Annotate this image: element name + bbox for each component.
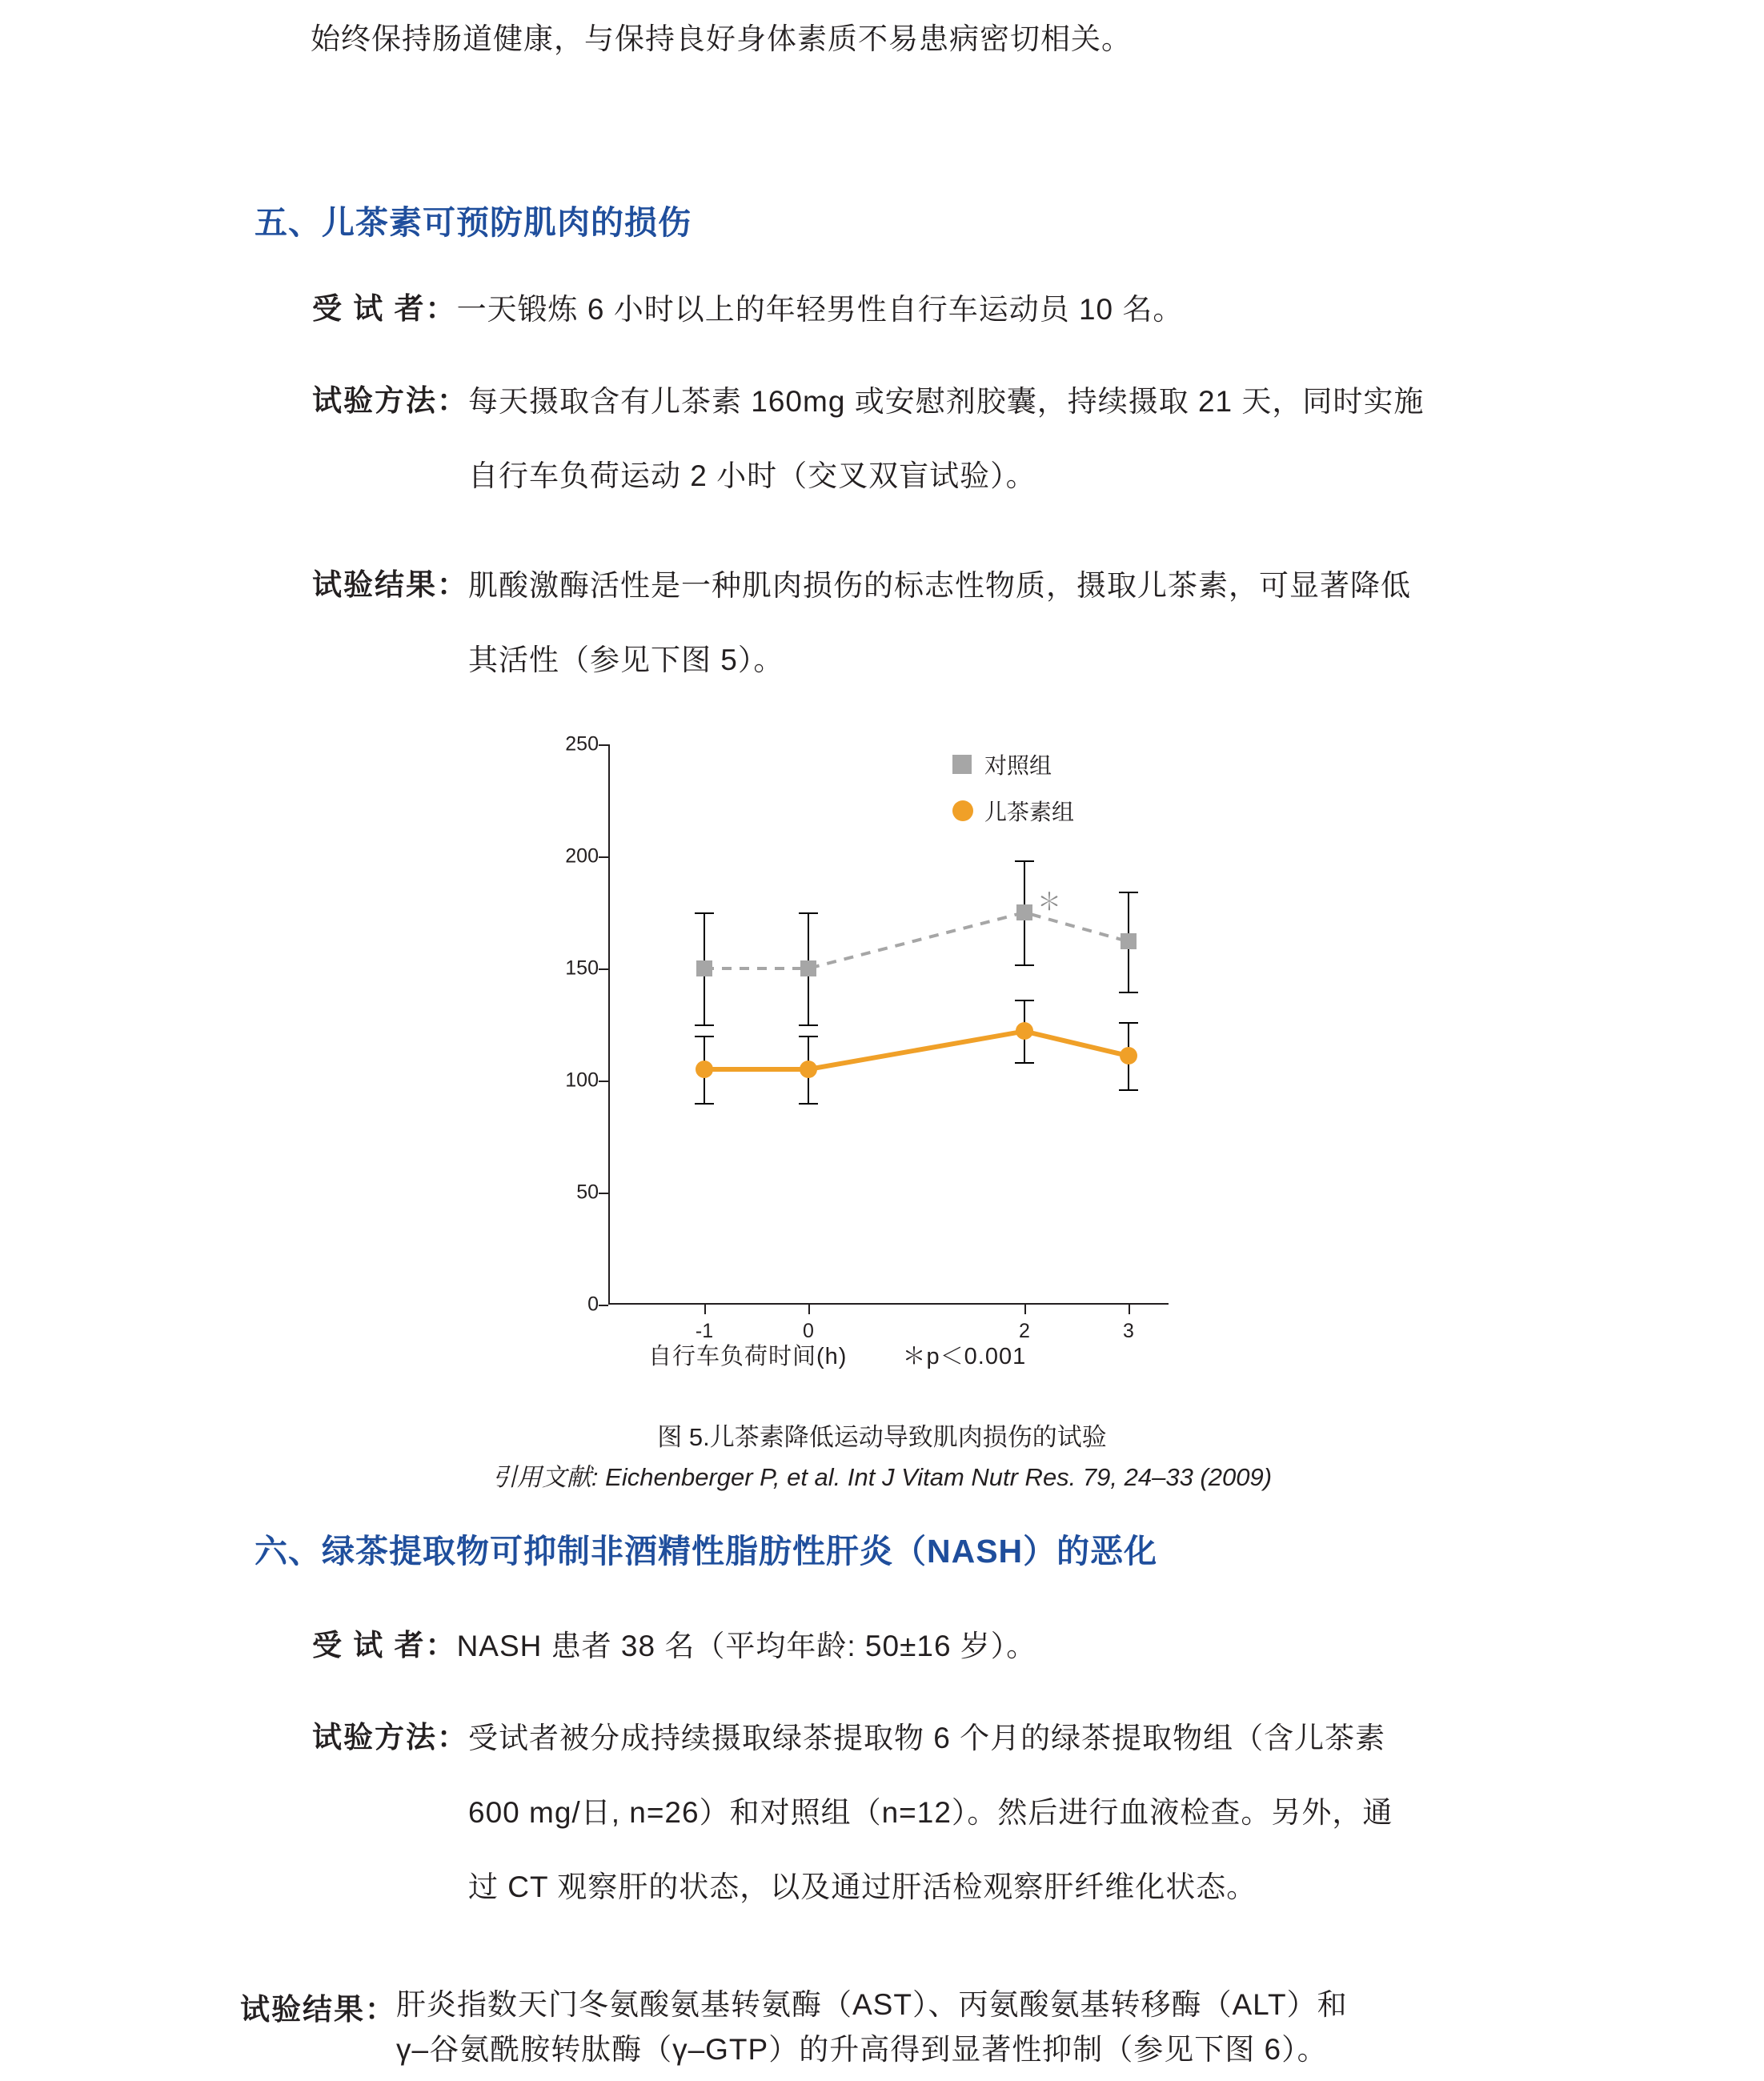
figure-reference: 引用文献: Eichenberger P, et al. Int J Vitam Nutr Res. 79, 24–33 (2009) (491, 1463, 1273, 1491)
catechin-group-line (704, 1031, 1129, 1069)
datapoint-control-4 (1121, 933, 1137, 949)
y-tick-50: 50 (576, 1181, 599, 1204)
figure-caption: 图 5.儿茶素降低运动导致肌肉损伤的试验 (657, 1423, 1107, 1451)
legend-label-catechin: 儿茶素组 (984, 800, 1075, 824)
result-value (468, 560, 1411, 709)
datapoint-control-1 (696, 960, 712, 976)
datapoint-catechin-1 (696, 1061, 713, 1078)
y-tickmark-250 (599, 744, 608, 746)
section5-method-row (312, 376, 1625, 525)
x-tickmark-4 (1129, 1305, 1130, 1314)
legend-label-control: 对照组 (984, 753, 1052, 778)
section-heading-6: 六、绿茶提取物可抑制非酒精性脂肪性肝炎（NASH）的恶化 (255, 1533, 1158, 1570)
errorcap-control-2-top (799, 912, 818, 914)
errorcap-catechin-3-top (1015, 1000, 1034, 1001)
subject-value: 一天锻炼 6 小时以上的年轻男性自行车运动员 10 名。 (456, 293, 1184, 326)
chart-legend (952, 748, 1074, 841)
result6-line-2: γ–谷氨酰胺转肽酶（γ–GTP）的升高得到显著性抑制（参见下图 6）。 (396, 2032, 1328, 2066)
result-line-1: 肌酸激酶活性是一种肌肉损伤的标志性物质，摄取儿茶素，可显著降低 (468, 569, 1411, 602)
subject-label-6: 受 试 者： (312, 1629, 457, 1662)
section6-subject-row (312, 1621, 1036, 1673)
errorcap-catechin-3-bottom (1015, 1062, 1034, 1064)
subject-value-6: NASH 患者 38 名（平均年龄: 50±16 岁）。 (456, 1630, 1037, 1662)
x-axis-label: 自行车负荷时间(h) (648, 1344, 848, 1369)
errorcap-catechin-1-top (695, 1036, 714, 1037)
legend-item-control (952, 748, 1074, 780)
x-tick-label-3: 2 (1019, 1320, 1030, 1342)
errorcap-control-2-bottom (799, 1024, 818, 1026)
y-tick-250: 250 (565, 732, 599, 756)
errorcap-catechin-2-bottom (799, 1103, 818, 1105)
x-tick-label-1: -1 (695, 1320, 714, 1342)
section5-subject-row (312, 284, 1183, 336)
method6-line-3: 过 CT 观察肝的状态，以及通过肝活检观察肝纤维化状态。 (468, 1870, 1257, 1903)
errorcap-control-1-bottom (695, 1024, 714, 1026)
legend-item-catechin (952, 795, 1074, 827)
errorcap-catechin-2-top (799, 1036, 818, 1037)
y-tickmark-200 (599, 856, 608, 858)
x-tick-label-2: 0 (803, 1320, 814, 1342)
section-heading-5: 五、儿茶素可预防肌肉的损伤 (255, 204, 692, 241)
y-tickmark-150 (599, 968, 608, 970)
method6-line-1: 受试者被分成持续摄取绿茶提取物 6 个月的绿茶提取物组（含儿茶素 (468, 1722, 1386, 1754)
legend-swatch-square-icon (952, 755, 972, 774)
y-tick-0: 0 (587, 1293, 599, 1316)
datapoint-catechin-4 (1120, 1047, 1137, 1065)
datapoint-control-3 (1016, 904, 1032, 920)
chart-plot-area (565, 732, 1169, 1342)
method-label-6: 试验方法： (312, 1721, 468, 1754)
section6-method-row (312, 1713, 1673, 1935)
result-label: 试验结果： (312, 568, 468, 601)
errorcap-control-4-top (1119, 892, 1138, 893)
x-tickmark-2 (808, 1305, 810, 1314)
figure-5 (560, 732, 1217, 1369)
x-axis-caption (648, 1338, 1026, 1371)
y-tick-150: 150 (565, 956, 599, 980)
datapoint-control-2 (800, 960, 816, 976)
series-lines (608, 744, 1169, 1305)
errorcap-control-3-bottom (1015, 964, 1034, 966)
y-tick-200: 200 (565, 844, 599, 868)
datapoint-catechin-3 (1016, 1022, 1033, 1040)
significance-star: ＊ (1037, 889, 1061, 916)
method-label: 试验方法： (312, 384, 468, 417)
y-tickmark-50 (599, 1193, 608, 1194)
result6-line-1: 肝炎指数天门冬氨酸氨基转氨酶（AST）、丙氨酸氨基转移酶（ALT）和 (396, 1988, 1348, 2021)
method-value (468, 376, 1424, 525)
errorcap-control-1-top (695, 912, 714, 914)
errorcap-catechin-1-bottom (695, 1103, 714, 1105)
subject-label: 受 试 者： (312, 292, 457, 325)
y-tick-100: 100 (565, 1069, 599, 1092)
method-line-1: 每天摄取含有儿茶素 160mg 或安慰剂胶囊，持续摄取 21 天，同时实施 (468, 385, 1425, 418)
errorcap-control-3-top (1015, 860, 1034, 862)
result-label-6: 试验结果： (240, 1993, 396, 2026)
method-line-2: 自行车负荷运动 2 小时（交叉双盲试验）。 (468, 459, 1036, 492)
x-tick-label-4: 3 (1123, 1320, 1134, 1342)
result-line-2: 其活性（参见下图 5）。 (468, 643, 784, 676)
method-value-6 (468, 1713, 1393, 1935)
legend-swatch-circle-icon (952, 800, 973, 821)
p-value-note: ＊p＜0.001 (902, 1344, 1027, 1369)
x-tickmark-3 (1024, 1305, 1026, 1314)
result-value-6 (396, 1985, 1348, 2070)
method6-line-2: 600 mg/日, n=26）和对照组（n=12）。然后进行血液检查。另外，通 (468, 1795, 1393, 1829)
errorcap-catechin-4-top (1119, 1022, 1138, 1024)
section5-result-row (312, 560, 1657, 709)
datapoint-catechin-2 (800, 1061, 817, 1078)
y-tickmark-0 (599, 1305, 608, 1306)
errorcap-catechin-4-bottom (1119, 1089, 1138, 1091)
control-group-line (704, 912, 1129, 968)
y-tickmark-100 (599, 1081, 608, 1082)
errorcap-control-4-bottom (1119, 992, 1138, 993)
x-tickmark-1 (704, 1305, 706, 1314)
intro-paragraph: 始终保持肠道健康，与保持良好身体素质不易患病密切相关。 (311, 22, 1132, 55)
section6-result-row (240, 1985, 1761, 2070)
